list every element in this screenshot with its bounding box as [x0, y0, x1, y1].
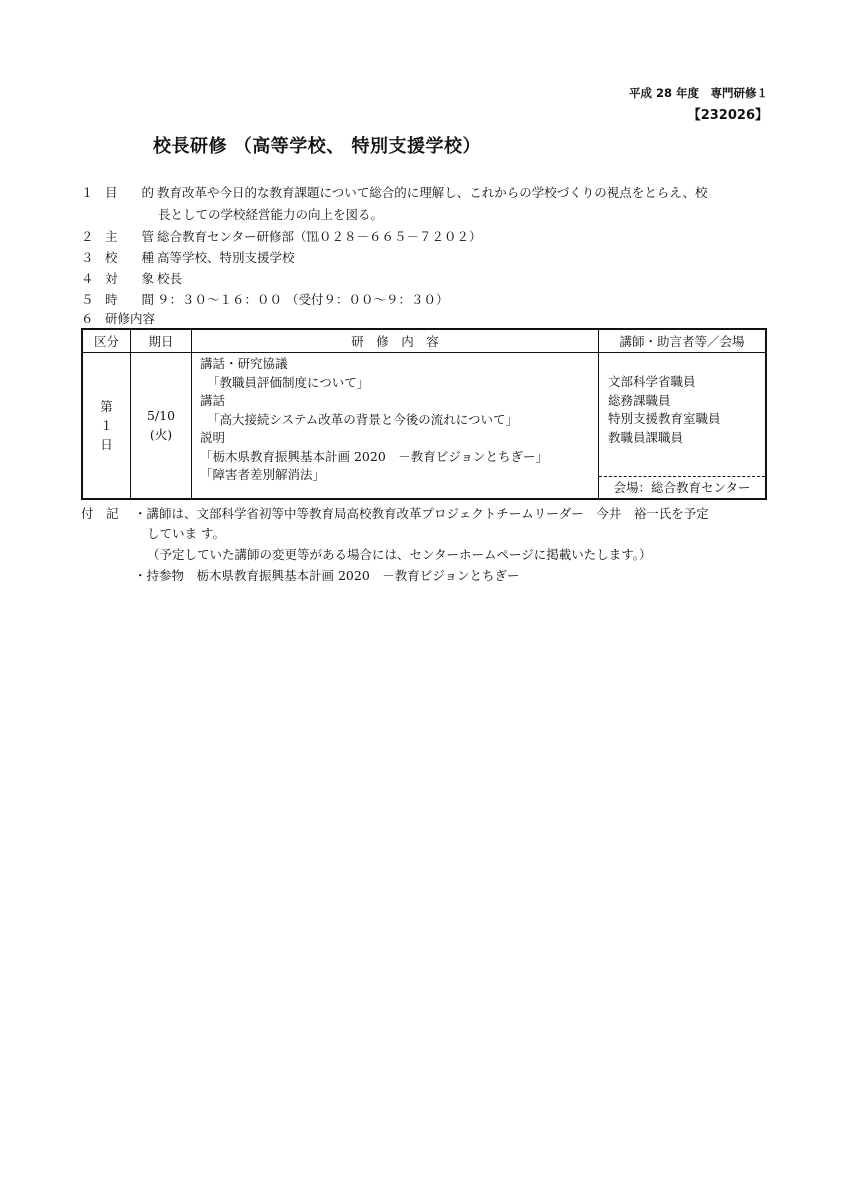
table-header-row [82, 329, 766, 353]
item-purpose [81, 183, 708, 201]
day-char: 日 [100, 436, 113, 452]
note-label: 付 記 [81, 506, 119, 521]
note-line: ・持参物 栃木県教育振興基本計画 2020 －教育ビジョンとちぎー [134, 568, 520, 583]
item-target [81, 269, 182, 287]
item-school-type [81, 248, 295, 266]
item-text: ９：３０～１６：００ （受付９：００～９：３０） [157, 292, 449, 307]
lecturer-cell [599, 353, 767, 499]
note-line: （予定していた講師の変更等がある場合には、センターホームページに掲載いたします。） [147, 547, 652, 562]
item-text: 高等学校、特別支援学校 [157, 250, 295, 265]
item-text: 教育改革や今日的な教育課題について総合的に理解し、これからの学校づくりの視点をとらえ、校 [157, 185, 708, 200]
item-label: 目 的 [105, 185, 164, 200]
item-number: ４ [81, 271, 94, 286]
item-number: ６ [81, 311, 94, 326]
content-line: 「高大接続システム改革の背景と今後の流れについて」 [207, 411, 519, 427]
header-content: 研 修 内 容 [192, 329, 599, 353]
content-line: 「障害者差別解消法」 [200, 467, 326, 482]
header-lecturers: 講師・助言者等／会場 [599, 329, 767, 353]
day-cell [82, 353, 131, 499]
course-code: 【232026】 [687, 108, 768, 123]
item-organizer [81, 227, 482, 245]
item-number: ３ [81, 250, 94, 265]
header-kubun: 区分 [82, 329, 131, 353]
note-line: ・講師は、文部科学省初等中等教育局高校教育改革プロジェクトチームリーダー 今井 裕一氏を予定 [134, 506, 709, 521]
item-label: 校 種 [105, 250, 164, 265]
venue: 会場：総合教育センター [599, 476, 765, 498]
item-content [81, 309, 155, 327]
lecturer-item: 文部科学省職員 [608, 374, 696, 389]
item-text: 総合教育センター研修部（℡０２８－６６５－７２０２） [157, 229, 482, 244]
item-number: １ [81, 185, 94, 200]
content-line: 講話・研究協議 [200, 356, 288, 371]
year-label: 平成 28 年度 専門研修１ [628, 86, 768, 100]
item-label: 主 管 [105, 229, 164, 244]
content-cell [192, 353, 599, 499]
item-label: 対 象 [105, 271, 164, 286]
item-text: 校長 [157, 271, 183, 286]
item-label: 研修内容 [105, 311, 156, 326]
item-purpose-cont: 長としての学校経営能力の向上を図る。 [158, 207, 384, 222]
day-char: １ [100, 417, 113, 433]
content-line: 「教職員評価制度について」 [207, 374, 370, 390]
content-line: 説明 [200, 430, 226, 445]
item-label: 時 間 [105, 292, 164, 307]
date-value: 5/10 [146, 408, 176, 424]
item-number: ２ [81, 229, 94, 244]
item-number: ５ [81, 292, 94, 307]
page-title: 校長研修 （高等学校、 特別支援学校） [153, 136, 482, 157]
lecturer-item: 総務課職員 [608, 392, 671, 408]
header-date: 期日 [131, 329, 192, 353]
lecturer-item: 教職員課職員 [608, 429, 684, 445]
content-line: 「栃木県教育振興基本計画 2020 －教育ビジョンとちぎー」 [200, 448, 549, 464]
day-char: 第 [100, 398, 113, 414]
table-row [82, 353, 766, 499]
date-cell [131, 353, 192, 499]
item-time [81, 290, 448, 308]
note-line: していま す。 [147, 526, 225, 541]
lecturer-item: 特別支援教育室職員 [608, 411, 721, 426]
weekday-value: (火) [149, 427, 173, 443]
schedule-table [81, 328, 767, 500]
content-line: 講話 [200, 393, 226, 408]
